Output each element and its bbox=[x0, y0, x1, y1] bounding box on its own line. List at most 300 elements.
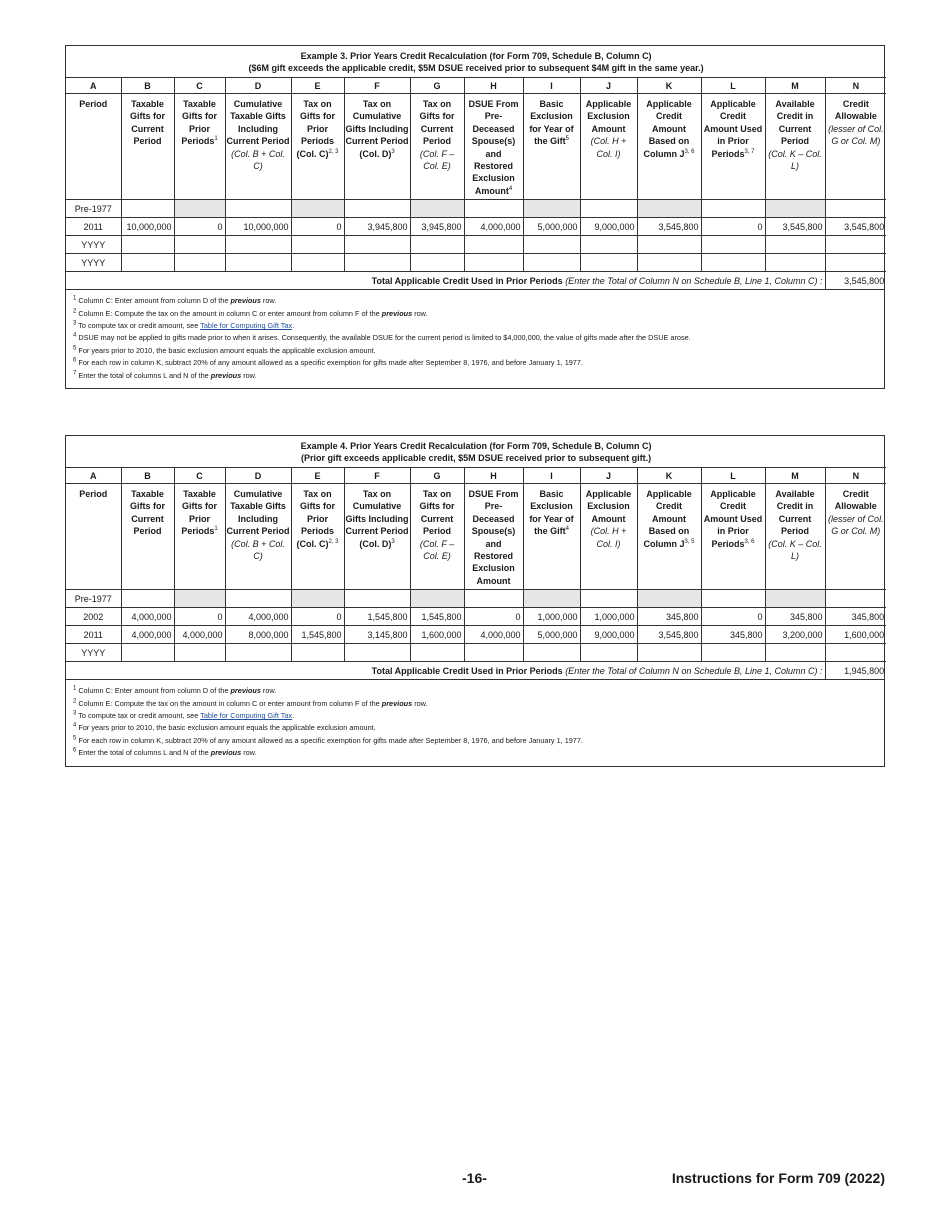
table-cell bbox=[121, 254, 174, 272]
column-header bbox=[291, 484, 344, 590]
footnote bbox=[73, 332, 877, 344]
column-header bbox=[580, 94, 637, 200]
table-cell bbox=[410, 590, 464, 608]
table-cell bbox=[580, 644, 637, 662]
table-cell bbox=[765, 236, 825, 254]
example4-grid bbox=[66, 436, 886, 679]
footnote-emphasis: previous bbox=[381, 698, 413, 708]
column-header-text: Taxable Gifts for Prior Periods bbox=[181, 489, 217, 537]
footnote-number: 3 bbox=[73, 320, 77, 327]
footnote-ref: 3, 6 bbox=[684, 148, 695, 155]
table-cell bbox=[344, 644, 410, 662]
footnote-text-end: row. bbox=[241, 748, 257, 758]
period-cell: Pre-1977 bbox=[66, 590, 121, 608]
footnote-number: 2 bbox=[73, 698, 77, 705]
footnote-ref: 3, 6 bbox=[744, 538, 755, 545]
page-number: -16- bbox=[462, 1170, 487, 1186]
column-header bbox=[464, 94, 523, 200]
column-header bbox=[701, 484, 765, 590]
column-header bbox=[121, 94, 174, 200]
footnote-text: Enter the total of columns L and N of the bbox=[78, 370, 211, 380]
total-value: 3,545,800 bbox=[825, 272, 886, 290]
footnote-text: Column E: Compute the tax on the amount in column C or enter amount from column F of the bbox=[78, 698, 382, 708]
table-cell bbox=[580, 590, 637, 608]
footnote-text: DSUE may not be applied to gifts made prior to when it arises. Consequently, the available DSUE for the current period is limited to $4,000,000, the value of gifts made after the DSUE arose. bbox=[78, 333, 691, 343]
total-label bbox=[66, 272, 825, 290]
column-header-text: Cumulative Taxable Gifts Including Current Period bbox=[226, 99, 290, 147]
footnote-emphasis: previous bbox=[210, 748, 242, 758]
table-cell bbox=[523, 254, 580, 272]
table-cell bbox=[825, 254, 886, 272]
column-header-text: Applicable Exclusion Amount bbox=[585, 99, 632, 134]
table-cell bbox=[825, 590, 886, 608]
column-header-formula: (Col. F – Col. E) bbox=[419, 538, 455, 562]
table-cell bbox=[523, 644, 580, 662]
column-letter: B bbox=[121, 468, 174, 484]
column-letter: L bbox=[701, 468, 765, 484]
table-cell: 4,000,000 bbox=[121, 608, 174, 626]
table-cell: 0 bbox=[174, 218, 225, 236]
table-cell: 1,600,000 bbox=[410, 626, 464, 644]
table-cell bbox=[291, 236, 344, 254]
table-cell: 0 bbox=[701, 218, 765, 236]
table-cell bbox=[291, 644, 344, 662]
table-cell: 10,000,000 bbox=[225, 218, 291, 236]
column-header-text: Available Credit in Current Period bbox=[775, 489, 815, 537]
column-letter: L bbox=[701, 78, 765, 94]
column-header-text: Basic Exclusion for Year of the Gift bbox=[529, 99, 574, 147]
column-header bbox=[66, 484, 121, 590]
footnote-number: 6 bbox=[73, 747, 77, 754]
footnote-emphasis: previous bbox=[230, 296, 261, 306]
column-letter: I bbox=[523, 468, 580, 484]
table-cell: 5,000,000 bbox=[523, 626, 580, 644]
column-letter: C bbox=[174, 468, 225, 484]
footnote-text-end: row. bbox=[241, 370, 257, 380]
table-cell bbox=[825, 644, 886, 662]
table-cell bbox=[637, 236, 701, 254]
column-header bbox=[410, 94, 464, 200]
footnote-text: Enter the total of columns L and N of the bbox=[78, 748, 211, 758]
column-letter: H bbox=[464, 78, 523, 94]
table-cell bbox=[464, 200, 523, 218]
column-letter: D bbox=[225, 468, 291, 484]
column-header-text: Applicable Credit Amount Based on Column J bbox=[643, 489, 692, 549]
column-letter: J bbox=[580, 78, 637, 94]
table-cell bbox=[637, 644, 701, 662]
table-cell bbox=[225, 200, 291, 218]
table-cell bbox=[344, 254, 410, 272]
column-letter: G bbox=[410, 468, 464, 484]
column-header bbox=[637, 484, 701, 590]
footnote-number: 4 bbox=[73, 333, 77, 340]
table-cell bbox=[225, 590, 291, 608]
column-header-text: Tax on Gifts for Current Period bbox=[419, 99, 455, 147]
footnote-number: 1 bbox=[73, 295, 77, 302]
column-header bbox=[523, 94, 580, 200]
column-header-text: Period bbox=[79, 99, 108, 109]
column-letter: K bbox=[637, 78, 701, 94]
column-header-text: Taxable Gifts for Prior Periods bbox=[181, 99, 217, 147]
column-header-text: Tax on Cumulative Gifts Including Current Period (Col. D) bbox=[345, 99, 409, 159]
column-header-text: Cumulative Taxable Gifts Including Current Period bbox=[226, 489, 290, 537]
table-cell: 3,200,000 bbox=[765, 626, 825, 644]
footnote-text: For years prior to 2010, the basic exclusion amount equals the applicable exclusion amount. bbox=[78, 723, 376, 733]
table-row bbox=[66, 644, 886, 662]
period-cell: 2011 bbox=[66, 218, 121, 236]
column-header-formula: (Col. H + Col. I) bbox=[590, 526, 627, 549]
column-header-text: Taxable Gifts for Current Period bbox=[130, 99, 165, 147]
footnote-text-end: . bbox=[292, 321, 295, 331]
column-header bbox=[825, 94, 886, 200]
footnote-ref: 2, 3 bbox=[328, 148, 339, 155]
footnote-number: 2 bbox=[73, 308, 77, 315]
column-letter: N bbox=[825, 78, 886, 94]
table-row bbox=[66, 626, 886, 644]
total-label-note: (Enter the Total of Column N on Schedule B, Line 1, Column C) : bbox=[565, 665, 823, 676]
table-cell: 1,600,000 bbox=[825, 626, 886, 644]
footnotes bbox=[66, 679, 884, 765]
table-cell bbox=[765, 644, 825, 662]
footnote-text: To compute tax or credit amount, see bbox=[78, 321, 201, 331]
form-title: Instructions for Form 709 (2022) bbox=[671, 1170, 885, 1186]
table-cell: 3,545,800 bbox=[637, 218, 701, 236]
table-cell: 4,000,000 bbox=[464, 218, 523, 236]
table-title bbox=[66, 436, 886, 468]
gift-tax-table-link[interactable]: Table for Computing Gift Tax bbox=[200, 321, 293, 331]
footnote-number: 5 bbox=[73, 735, 77, 742]
table-cell bbox=[701, 254, 765, 272]
table-cell bbox=[523, 590, 580, 608]
column-header-text: DSUE From Pre-Deceased Spouse(s) and Restored Exclusion Amount bbox=[468, 99, 519, 196]
column-header-formula: (Col. K – Col. L) bbox=[768, 148, 822, 172]
table-title-line2: (Prior gift exceeds applicable credit, $5M DSUE received prior to subsequent gift.) bbox=[301, 453, 652, 463]
table-cell bbox=[464, 590, 523, 608]
table-cell bbox=[291, 200, 344, 218]
footnotes bbox=[66, 289, 884, 388]
table-cell bbox=[174, 644, 225, 662]
table-cell bbox=[121, 200, 174, 218]
table-cell bbox=[174, 200, 225, 218]
column-header bbox=[344, 484, 410, 590]
table-cell bbox=[765, 590, 825, 608]
table-cell: 1,545,800 bbox=[344, 608, 410, 626]
table-cell: 9,000,000 bbox=[580, 218, 637, 236]
footnote bbox=[73, 370, 877, 382]
table-cell: 8,000,000 bbox=[225, 626, 291, 644]
table-cell bbox=[637, 200, 701, 218]
column-header bbox=[174, 94, 225, 200]
footnote-text: For each row in column K, subtract 20% of any amount allowed as a specific exemption for gifts made after September 8, 1976, and before January 1, 1977. bbox=[78, 735, 583, 745]
table-cell bbox=[225, 644, 291, 662]
table-cell bbox=[410, 200, 464, 218]
period-cell: YYYY bbox=[66, 644, 121, 662]
column-header bbox=[225, 484, 291, 590]
footnote bbox=[73, 722, 877, 734]
table-cell: 4,000,000 bbox=[121, 626, 174, 644]
table-cell bbox=[637, 254, 701, 272]
footnote-ref: 3 bbox=[391, 148, 395, 155]
column-header-text: Taxable Gifts for Current Period bbox=[130, 489, 165, 537]
table-cell bbox=[580, 236, 637, 254]
table-cell: 1,545,800 bbox=[410, 608, 464, 626]
example-4-table bbox=[65, 435, 885, 767]
table-cell: 345,800 bbox=[765, 608, 825, 626]
example3-grid bbox=[66, 46, 886, 289]
table-cell bbox=[121, 644, 174, 662]
table-cell: 3,545,800 bbox=[825, 218, 886, 236]
footnote-number: 5 bbox=[73, 345, 77, 352]
table-cell bbox=[174, 254, 225, 272]
table-cell bbox=[174, 590, 225, 608]
footnote-number: 4 bbox=[73, 723, 77, 730]
column-header-text: Available Credit in Current Period bbox=[775, 99, 815, 147]
column-letter: F bbox=[344, 468, 410, 484]
column-header-text: Period bbox=[79, 489, 108, 499]
column-header-text: DSUE From Pre-Deceased Spouse(s) and Restored Exclusion Amount bbox=[468, 489, 519, 586]
total-label bbox=[66, 662, 825, 680]
column-header-formula: (Col. K – Col. L) bbox=[768, 538, 822, 562]
table-cell bbox=[291, 254, 344, 272]
column-header-text: Credit Allowable bbox=[834, 99, 877, 122]
table-row bbox=[66, 236, 886, 254]
table-cell bbox=[464, 236, 523, 254]
column-header-text: Applicable Credit Amount Used in Prior Periods bbox=[703, 99, 763, 159]
column-header bbox=[66, 94, 121, 200]
footnote-text: For years prior to 2010, the basic exclusion amount equals the applicable exclusion amount. bbox=[78, 345, 376, 355]
table-row bbox=[66, 254, 886, 272]
table-cell: 0 bbox=[291, 218, 344, 236]
column-header-text: Basic Exclusion for Year of the Gift bbox=[529, 489, 574, 537]
column-header-formula: (lesser of Col. G or Col. M) bbox=[828, 123, 884, 147]
table-cell: 345,800 bbox=[701, 626, 765, 644]
footnote-text: Column E: Compute the tax on the amount in column C or enter amount from column F of the bbox=[78, 308, 382, 318]
table-cell: 0 bbox=[291, 608, 344, 626]
table-cell bbox=[344, 590, 410, 608]
total-value: 1,945,800 bbox=[825, 662, 886, 680]
column-letter: B bbox=[121, 78, 174, 94]
column-letter: A bbox=[66, 78, 121, 94]
column-letter: A bbox=[66, 468, 121, 484]
column-letter: J bbox=[580, 468, 637, 484]
footnote-emphasis: previous bbox=[210, 370, 242, 380]
table-row bbox=[66, 200, 886, 218]
table-cell bbox=[523, 200, 580, 218]
column-header-formula: (lesser of Col. G or Col. M) bbox=[828, 513, 884, 537]
footnote-text-end: . bbox=[292, 711, 295, 721]
footnote-text: Column C: Enter amount from column D of the bbox=[78, 686, 231, 696]
total-label-text: Total Applicable Credit Used in Prior Periods bbox=[371, 275, 563, 286]
column-letter: M bbox=[765, 468, 825, 484]
footnote-ref: 4 bbox=[508, 185, 513, 192]
table-row bbox=[66, 218, 886, 236]
footnote-ref: 5 bbox=[565, 136, 569, 143]
footnote-number: 3 bbox=[73, 710, 77, 717]
footnote-number: 1 bbox=[73, 685, 77, 692]
column-header-text: Applicable Credit Amount Used in Prior Periods bbox=[703, 489, 763, 549]
footnote-text: For each row in column K, subtract 20% of any amount allowed as a specific exemption for gifts made after September 8, 1976, and before January 1, 1977. bbox=[78, 358, 583, 368]
column-header bbox=[291, 94, 344, 200]
table-cell: 10,000,000 bbox=[121, 218, 174, 236]
table-cell bbox=[225, 254, 291, 272]
footnote-text-end: row. bbox=[412, 698, 428, 708]
table-cell bbox=[701, 644, 765, 662]
table-cell bbox=[225, 236, 291, 254]
footnote-ref: 2, 3 bbox=[328, 538, 339, 545]
footnote bbox=[73, 308, 877, 320]
table-cell: 3,945,800 bbox=[344, 218, 410, 236]
table-cell bbox=[121, 236, 174, 254]
table-cell bbox=[291, 590, 344, 608]
footnote bbox=[73, 357, 877, 369]
table-cell bbox=[701, 236, 765, 254]
table-cell bbox=[825, 236, 886, 254]
table-cell bbox=[580, 254, 637, 272]
footnote bbox=[73, 685, 877, 697]
column-header-text: Tax on Gifts for Prior Periods (Col. C) bbox=[296, 489, 335, 549]
column-header bbox=[580, 484, 637, 590]
column-header-text: Credit Allowable bbox=[834, 489, 877, 512]
table-cell bbox=[580, 200, 637, 218]
table-cell bbox=[121, 590, 174, 608]
table-row bbox=[66, 590, 886, 608]
footnote-ref: 1 bbox=[214, 136, 218, 143]
table-cell bbox=[410, 254, 464, 272]
column-header-text: Applicable Exclusion Amount bbox=[585, 489, 632, 524]
table-cell: 4,000,000 bbox=[464, 626, 523, 644]
column-letter: C bbox=[174, 78, 225, 94]
table-title-line1: Example 4. Prior Years Credit Recalculation (for Form 709, Schedule B, Column C) bbox=[300, 441, 652, 451]
footnote-emphasis: previous bbox=[230, 686, 261, 696]
footnote bbox=[73, 710, 877, 722]
footnote bbox=[73, 295, 877, 307]
column-letter: G bbox=[410, 78, 464, 94]
column-header bbox=[825, 484, 886, 590]
table-cell: 4,000,000 bbox=[174, 626, 225, 644]
footnote-text: Column C: Enter amount from column D of the bbox=[78, 296, 231, 306]
example-3-table bbox=[65, 45, 885, 389]
total-row bbox=[66, 272, 886, 290]
column-header-text: Applicable Credit Amount Based on Column J bbox=[643, 99, 692, 159]
total-label-text: Total Applicable Credit Used in Prior Periods bbox=[371, 665, 563, 676]
period-cell: 2002 bbox=[66, 608, 121, 626]
column-header-formula: (Col. F – Col. E) bbox=[419, 148, 455, 172]
column-letter: K bbox=[637, 468, 701, 484]
footnote-ref: 3 bbox=[391, 538, 395, 545]
column-letter: N bbox=[825, 468, 886, 484]
column-header bbox=[344, 94, 410, 200]
column-letter: M bbox=[765, 78, 825, 94]
table-cell bbox=[765, 200, 825, 218]
table-cell: 345,800 bbox=[825, 608, 886, 626]
table-cell bbox=[637, 590, 701, 608]
column-header bbox=[410, 484, 464, 590]
footnote-ref: 3, 5 bbox=[684, 538, 695, 545]
table-cell bbox=[464, 644, 523, 662]
table-cell bbox=[765, 254, 825, 272]
period-cell: YYYY bbox=[66, 236, 121, 254]
footnote-ref: 4 bbox=[565, 526, 569, 533]
table-cell: 345,800 bbox=[637, 608, 701, 626]
table-cell: 3,945,800 bbox=[410, 218, 464, 236]
column-header-text: Tax on Gifts for Prior Periods (Col. C) bbox=[296, 99, 335, 159]
column-header bbox=[701, 94, 765, 200]
column-header bbox=[121, 484, 174, 590]
period-cell: Pre-1977 bbox=[66, 200, 121, 218]
table-cell: 3,545,800 bbox=[637, 626, 701, 644]
table-title bbox=[66, 46, 886, 78]
footnote-ref: 1 bbox=[214, 526, 218, 533]
table-cell bbox=[174, 236, 225, 254]
column-header bbox=[523, 484, 580, 590]
footnote-emphasis: previous bbox=[381, 308, 413, 318]
footnote-text: To compute tax or credit amount, see bbox=[78, 711, 201, 721]
total-label-note: (Enter the Total of Column N on Schedule B, Line 1, Column C) : bbox=[565, 275, 823, 286]
column-header bbox=[765, 94, 825, 200]
table-cell bbox=[410, 644, 464, 662]
table-cell: 3,145,800 bbox=[344, 626, 410, 644]
footnote bbox=[73, 320, 877, 332]
column-header-formula: (Col. B + Col. C) bbox=[231, 538, 285, 562]
column-header bbox=[174, 484, 225, 590]
table-cell bbox=[825, 200, 886, 218]
column-header bbox=[765, 484, 825, 590]
column-letter: I bbox=[523, 78, 580, 94]
table-cell bbox=[464, 254, 523, 272]
footnote-text-end: row. bbox=[260, 296, 277, 306]
column-header bbox=[225, 94, 291, 200]
column-letter: H bbox=[464, 468, 523, 484]
table-cell: 0 bbox=[174, 608, 225, 626]
table-cell bbox=[523, 236, 580, 254]
footnote bbox=[73, 698, 877, 710]
table-cell bbox=[410, 236, 464, 254]
table-cell bbox=[701, 590, 765, 608]
table-cell: 1,545,800 bbox=[291, 626, 344, 644]
table-cell: 0 bbox=[701, 608, 765, 626]
footnote-ref: 3, 7 bbox=[744, 148, 755, 155]
period-cell: YYYY bbox=[66, 254, 121, 272]
table-cell: 3,545,800 bbox=[765, 218, 825, 236]
column-header-formula: (Col. B + Col. C) bbox=[231, 148, 285, 172]
table-cell: 5,000,000 bbox=[523, 218, 580, 236]
total-row bbox=[66, 662, 886, 680]
column-letter: E bbox=[291, 468, 344, 484]
table-title-line2: ($6M gift exceeds the applicable credit, $5M DSUE received prior to subsequent $4M gift in the same year.) bbox=[248, 63, 704, 73]
column-header-text: Tax on Cumulative Gifts Including Current Period (Col. D) bbox=[345, 489, 409, 549]
column-header-formula: (Col. H + Col. I) bbox=[590, 136, 627, 159]
gift-tax-table-link[interactable]: Table for Computing Gift Tax bbox=[200, 711, 293, 721]
table-cell bbox=[701, 200, 765, 218]
table-cell: 1,000,000 bbox=[523, 608, 580, 626]
column-letter: F bbox=[344, 78, 410, 94]
table-cell: 1,000,000 bbox=[580, 608, 637, 626]
table-cell: 9,000,000 bbox=[580, 626, 637, 644]
footnote-text-end: row. bbox=[260, 686, 277, 696]
footnote bbox=[73, 735, 877, 747]
table-cell bbox=[344, 236, 410, 254]
footnote-text-end: row. bbox=[412, 308, 428, 318]
column-header-text: Tax on Gifts for Current Period bbox=[419, 489, 455, 537]
column-header bbox=[464, 484, 523, 590]
table-row bbox=[66, 608, 886, 626]
column-letter: D bbox=[225, 78, 291, 94]
footnote-number: 6 bbox=[73, 357, 77, 364]
table-cell: 4,000,000 bbox=[225, 608, 291, 626]
footnote bbox=[73, 747, 877, 759]
column-letter: E bbox=[291, 78, 344, 94]
footnote bbox=[73, 345, 877, 357]
